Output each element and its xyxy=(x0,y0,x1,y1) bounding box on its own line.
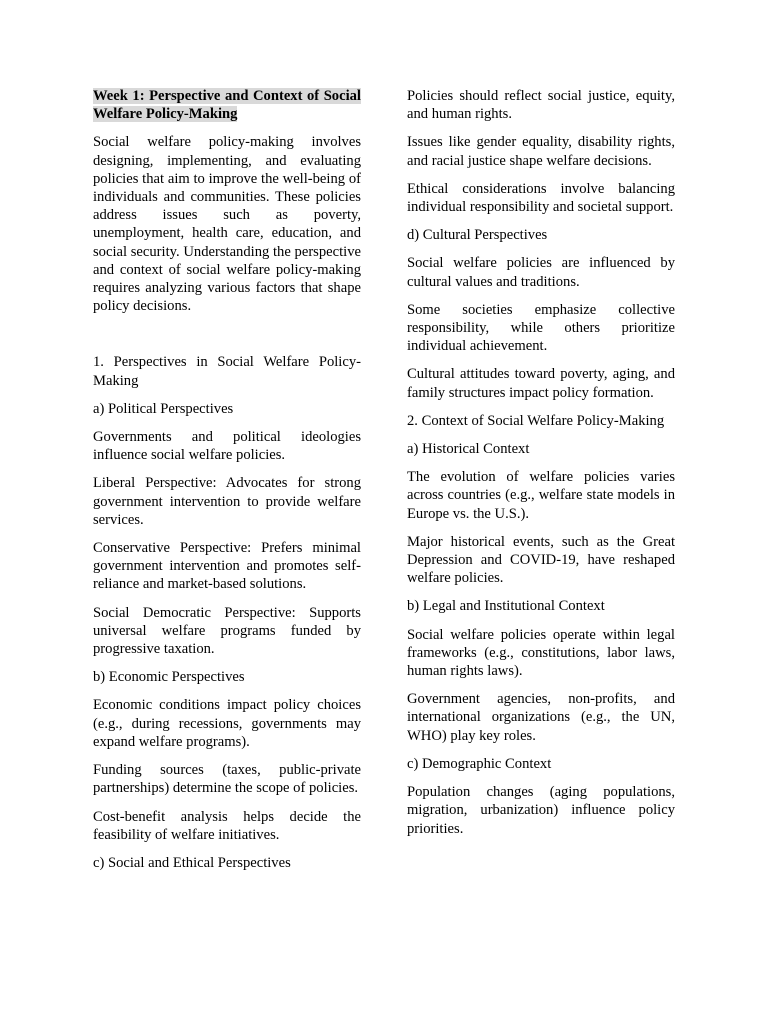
paragraph: Some societies emphasize collective responsibility, while others prioritize individual achievement. xyxy=(407,301,675,355)
subheading-economic: b) Economic Perspectives xyxy=(93,669,245,686)
paragraph: Government agencies, non-profits, and international organizations (e.g., the UN, WHO) play key roles. xyxy=(407,691,675,744)
right-column xyxy=(407,87,675,848)
page-title xyxy=(93,87,361,123)
subheading-social-ethical: c) Social and Ethical Perspectives xyxy=(93,854,291,871)
paragraph: Population changes (aging populations, migration, urbanization) influence policy priorities. xyxy=(407,784,675,837)
paragraph: Policies should reflect social justice, equity, and human rights. xyxy=(407,88,675,123)
subheading-historical: a) Historical Context xyxy=(407,441,530,458)
subheading-legal-institutional: b) Legal and Institutional Context xyxy=(407,598,605,615)
spacer xyxy=(93,325,361,353)
paragraph: The evolution of welfare policies varies across countries (e.g., welfare state models in Europe vs. the U.S.). xyxy=(407,469,675,522)
highlighted-title-text: Week 1: Perspective and Context of Social Welfare Policy-Making xyxy=(93,88,361,123)
paragraph: Conservative Perspective: Prefers minimal government intervention and promotes self-reliance and market-based solutions. xyxy=(93,540,361,593)
paragraph: Social welfare policies are influenced by cultural values and traditions. xyxy=(407,255,675,290)
paragraph: Economic conditions impact policy choices (e.g., during recessions, governments may expand welfare programs). xyxy=(93,697,361,750)
paragraph: Social welfare policies operate within legal frameworks (e.g., constitutions, labor laws, human rights laws). xyxy=(407,626,675,680)
section-heading-perspectives: 1. Perspectives in Social Welfare Policy-Making xyxy=(93,354,361,389)
subheading-cultural: d) Cultural Perspectives xyxy=(407,227,548,244)
paragraph: Funding sources (taxes, public-private partnerships) determine the scope of policies. xyxy=(93,762,361,797)
subheading-political: a) Political Perspectives xyxy=(93,400,234,417)
paragraph: Cultural attitudes toward poverty, aging, and family structures impact policy formation. xyxy=(407,366,675,401)
section-heading-context: 2. Context of Social Welfare Policy-Making xyxy=(407,412,665,429)
paragraph: Issues like gender equality, disability rights, and racial justice shape welfare decisions. xyxy=(407,134,675,169)
intro-paragraph: Social welfare policy-making involves designing, implementing, and evaluating policies that aim to improve the well-being of individuals and communities. These policies address issues such as poverty, unemployment, health care, education, and social security. Understanding the perspective and context of social welfare policy-making requires analyzing various factors that shape policy decisions. xyxy=(93,134,361,315)
paragraph: Ethical considerations involve balancing individual responsibility and societal support. xyxy=(407,180,675,216)
paragraph: Cost-benefit analysis helps decide the feasibility of welfare initiatives. xyxy=(93,808,361,843)
subheading-demographic: c) Demographic Context xyxy=(407,755,552,772)
left-column xyxy=(93,87,361,882)
paragraph: Liberal Perspective: Advocates for strong government intervention to provide welfare services. xyxy=(93,475,361,528)
paragraph: Major historical events, such as the Great Depression and COVID-19, have reshaped welfare policies. xyxy=(407,533,675,587)
paragraph: Governments and political ideologies influence social welfare policies. xyxy=(93,429,361,464)
paragraph: Social Democratic Perspective: Supports universal welfare programs funded by progressive taxation. xyxy=(93,604,361,658)
